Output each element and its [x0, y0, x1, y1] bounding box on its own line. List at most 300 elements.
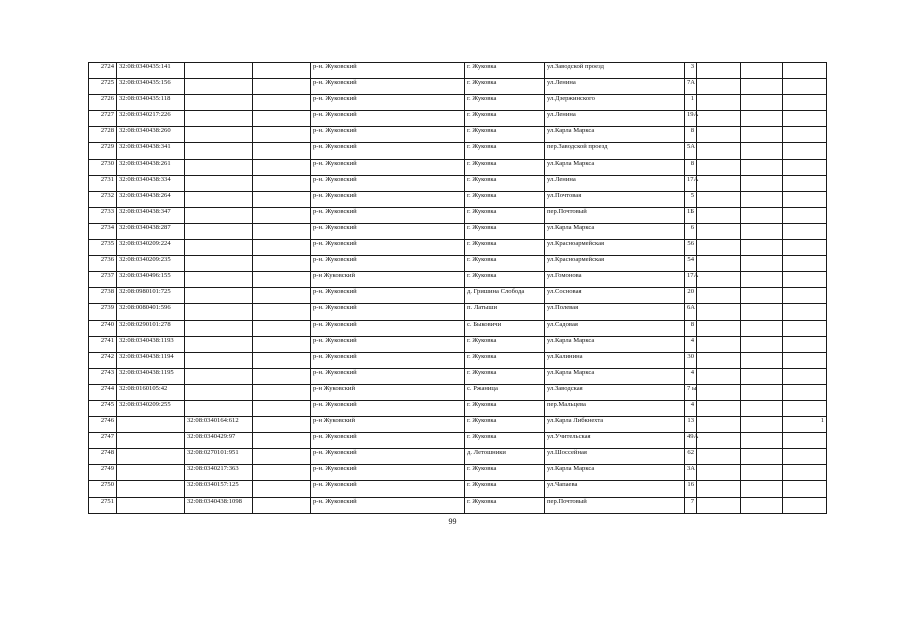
- extra-cell: [783, 384, 827, 400]
- empty-cell: [741, 433, 783, 449]
- district-cell: р-н. Жуковский: [311, 127, 465, 143]
- table-row: [89, 352, 827, 368]
- house-number-cell: 8: [685, 127, 697, 143]
- cadastral-number-alt-cell: [185, 143, 253, 159]
- house-number-cell: 7: [685, 497, 697, 513]
- cadastral-number-alt-cell: [185, 240, 253, 256]
- cadastral-number-cell: 32:08:0340496:155: [117, 272, 185, 288]
- street-cell: ул.Дзержинского: [545, 95, 685, 111]
- extra-cell: [783, 288, 827, 304]
- cadastral-number-cell: 32:08:0340209:235: [117, 256, 185, 272]
- empty-cell: [253, 400, 311, 416]
- district-cell: р-н. Жуковский: [311, 143, 465, 159]
- row-number-cell: 2744: [89, 384, 117, 400]
- extra-cell: 1: [783, 417, 827, 433]
- settlement-cell: г. Жуковка: [465, 63, 545, 79]
- house-number-cell: 7А: [685, 79, 697, 95]
- empty-cell: [697, 465, 741, 481]
- empty-cell: [697, 111, 741, 127]
- empty-cell: [697, 400, 741, 416]
- empty-cell: [253, 79, 311, 95]
- house-number-cell: 56: [685, 240, 697, 256]
- cadastral-number-alt-cell: [185, 400, 253, 416]
- empty-cell: [253, 191, 311, 207]
- row-number-cell: 2747: [89, 433, 117, 449]
- cadastral-number-alt-cell: 32:08:0340164:612: [185, 417, 253, 433]
- row-number-cell: 2745: [89, 400, 117, 416]
- cadastral-number-alt-cell: [185, 352, 253, 368]
- empty-cell: [253, 143, 311, 159]
- row-number-cell: 2735: [89, 240, 117, 256]
- street-cell: ул.Учительская: [545, 433, 685, 449]
- house-number-cell: 13: [685, 417, 697, 433]
- extra-cell: [783, 465, 827, 481]
- empty-cell: [741, 223, 783, 239]
- empty-cell: [697, 207, 741, 223]
- table-row: [89, 433, 827, 449]
- street-cell: ул.Садовая: [545, 320, 685, 336]
- row-number-cell: 2736: [89, 256, 117, 272]
- district-cell: р-н Жуковский: [311, 384, 465, 400]
- street-cell: ул.Почтовая: [545, 191, 685, 207]
- row-number-cell: 2732: [89, 191, 117, 207]
- extra-cell: [783, 497, 827, 513]
- settlement-cell: г. Жуковка: [465, 159, 545, 175]
- settlement-cell: г. Жуковка: [465, 191, 545, 207]
- settlement-cell: г. Жуковка: [465, 497, 545, 513]
- empty-cell: [253, 63, 311, 79]
- cadastral-number-cell: 32:08:0340209:224: [117, 240, 185, 256]
- cadastral-number-cell: 32:08:0340438:341: [117, 143, 185, 159]
- district-cell: р-н. Жуковский: [311, 223, 465, 239]
- house-number-cell: 20: [685, 288, 697, 304]
- empty-cell: [741, 384, 783, 400]
- table-row: [89, 143, 827, 159]
- row-number-cell: 2742: [89, 352, 117, 368]
- cadastral-number-cell: 32:08:0080401:596: [117, 304, 185, 320]
- cadastral-number-cell: 32:08:0340438:347: [117, 207, 185, 223]
- extra-cell: [783, 127, 827, 143]
- page-number: 99: [448, 517, 457, 526]
- table-row: [89, 191, 827, 207]
- street-cell: ул.Карла Маркса: [545, 336, 685, 352]
- house-number-cell: 4: [685, 336, 697, 352]
- street-cell: пер.Заводской проезд: [545, 143, 685, 159]
- extra-cell: [783, 481, 827, 497]
- row-number-cell: 2750: [89, 481, 117, 497]
- street-cell: ул.Шоссейная: [545, 449, 685, 465]
- row-number-cell: 2738: [89, 288, 117, 304]
- settlement-cell: д. Гришина Слобода: [465, 288, 545, 304]
- house-number-cell: 3: [685, 63, 697, 79]
- empty-cell: [741, 272, 783, 288]
- cadastral-number-cell: 32:08:0340438:260: [117, 127, 185, 143]
- extra-cell: [783, 304, 827, 320]
- cadastral-number-cell: 32:08:0340438:287: [117, 223, 185, 239]
- cadastral-number-cell: 32:08:0340438:1195: [117, 368, 185, 384]
- house-number-cell: 8: [685, 159, 697, 175]
- empty-cell: [253, 352, 311, 368]
- extra-cell: [783, 175, 827, 191]
- empty-cell: [253, 175, 311, 191]
- empty-cell: [741, 417, 783, 433]
- street-cell: ул.Карла Маркса: [545, 159, 685, 175]
- table-row: [89, 240, 827, 256]
- street-cell: ул.Чапаева: [545, 481, 685, 497]
- empty-cell: [697, 223, 741, 239]
- row-number-cell: 2743: [89, 368, 117, 384]
- extra-cell: [783, 207, 827, 223]
- row-number-cell: 2725: [89, 79, 117, 95]
- district-cell: р-н Жуковский: [311, 417, 465, 433]
- empty-cell: [253, 320, 311, 336]
- empty-cell: [697, 497, 741, 513]
- empty-cell: [741, 256, 783, 272]
- extra-cell: [783, 256, 827, 272]
- house-number-cell: 62: [685, 449, 697, 465]
- table-row: [89, 159, 827, 175]
- house-number-cell: 1: [685, 95, 697, 111]
- cadastral-number-cell: [117, 497, 185, 513]
- empty-cell: [253, 384, 311, 400]
- settlement-cell: д. Летошники: [465, 449, 545, 465]
- cadastral-number-alt-cell: [185, 384, 253, 400]
- house-number-cell: 19А: [685, 111, 697, 127]
- house-number-cell: 30: [685, 352, 697, 368]
- cadastral-number-alt-cell: [185, 223, 253, 239]
- settlement-cell: г. Жуковка: [465, 336, 545, 352]
- house-number-cell: 54: [685, 256, 697, 272]
- settlement-cell: г. Жуковка: [465, 433, 545, 449]
- empty-cell: [697, 95, 741, 111]
- cadastral-number-alt-cell: 32:08:0270101:951: [185, 449, 253, 465]
- district-cell: р-н. Жуковский: [311, 320, 465, 336]
- extra-cell: [783, 191, 827, 207]
- district-cell: р-н. Жуковский: [311, 304, 465, 320]
- district-cell: р-н. Жуковский: [311, 368, 465, 384]
- table-row: [89, 272, 827, 288]
- empty-cell: [741, 143, 783, 159]
- settlement-cell: г. Жуковка: [465, 240, 545, 256]
- row-number-cell: 2737: [89, 272, 117, 288]
- cadastral-number-cell: 32:08:0340435:141: [117, 63, 185, 79]
- street-cell: ул.Ленина: [545, 111, 685, 127]
- cadastral-number-cell: 32:08:0340438:334: [117, 175, 185, 191]
- extra-cell: [783, 111, 827, 127]
- district-cell: р-н. Жуковский: [311, 336, 465, 352]
- street-cell: ул.Ленина: [545, 79, 685, 95]
- street-cell: ул.Гомонова: [545, 272, 685, 288]
- extra-cell: [783, 79, 827, 95]
- row-number-cell: 2748: [89, 449, 117, 465]
- empty-cell: [253, 304, 311, 320]
- empty-cell: [697, 433, 741, 449]
- house-number-cell: 6: [685, 223, 697, 239]
- extra-cell: [783, 433, 827, 449]
- empty-cell: [697, 288, 741, 304]
- cadastral-number-cell: [117, 449, 185, 465]
- row-number-cell: 2734: [89, 223, 117, 239]
- empty-cell: [253, 481, 311, 497]
- extra-cell: [783, 368, 827, 384]
- cadastral-number-cell: 32:08:0340435:118: [117, 95, 185, 111]
- house-number-cell: 5: [685, 191, 697, 207]
- cadastral-number-alt-cell: [185, 95, 253, 111]
- cadastral-number-cell: 32:08:0340438:264: [117, 191, 185, 207]
- empty-cell: [697, 191, 741, 207]
- empty-cell: [697, 352, 741, 368]
- row-number-cell: 2746: [89, 417, 117, 433]
- cadastral-number-alt-cell: 32:08:0340429:97: [185, 433, 253, 449]
- cadastral-number-alt-cell: 32:08:0340438:1098: [185, 497, 253, 513]
- settlement-cell: г. Жуковка: [465, 223, 545, 239]
- empty-cell: [253, 368, 311, 384]
- empty-cell: [741, 352, 783, 368]
- empty-cell: [741, 497, 783, 513]
- empty-cell: [741, 95, 783, 111]
- empty-cell: [741, 320, 783, 336]
- empty-cell: [697, 368, 741, 384]
- table-row: [89, 304, 827, 320]
- extra-cell: [783, 352, 827, 368]
- cadastral-number-cell: 32:08:0160105:42: [117, 384, 185, 400]
- table-row: [89, 368, 827, 384]
- empty-cell: [697, 449, 741, 465]
- cadastral-number-cell: 32:08:0340217:226: [117, 111, 185, 127]
- district-cell: р-н. Жуковский: [311, 79, 465, 95]
- empty-cell: [697, 240, 741, 256]
- empty-cell: [741, 63, 783, 79]
- district-cell: р-н. Жуковский: [311, 95, 465, 111]
- empty-cell: [741, 240, 783, 256]
- empty-cell: [253, 497, 311, 513]
- table-row: [89, 111, 827, 127]
- extra-cell: [783, 95, 827, 111]
- settlement-cell: с. Быковичи: [465, 320, 545, 336]
- empty-cell: [253, 95, 311, 111]
- street-cell: ул.Карла Маркса: [545, 127, 685, 143]
- extra-cell: [783, 336, 827, 352]
- cadastral-number-cell: [117, 465, 185, 481]
- district-cell: р-н. Жуковский: [311, 400, 465, 416]
- district-cell: р-н. Жуковский: [311, 111, 465, 127]
- settlement-cell: г. Жуковка: [465, 417, 545, 433]
- empty-cell: [741, 400, 783, 416]
- table-row: [89, 320, 827, 336]
- cadastral-number-alt-cell: [185, 79, 253, 95]
- row-number-cell: 2740: [89, 320, 117, 336]
- cadastral-number-alt-cell: [185, 336, 253, 352]
- street-cell: ул.Заводской проезд: [545, 63, 685, 79]
- cadastral-number-alt-cell: [185, 288, 253, 304]
- district-cell: р-н. Жуковский: [311, 175, 465, 191]
- settlement-cell: г. Жуковка: [465, 127, 545, 143]
- empty-cell: [741, 159, 783, 175]
- empty-cell: [253, 256, 311, 272]
- cadastral-number-alt-cell: [185, 175, 253, 191]
- table-row: [89, 127, 827, 143]
- table-row: [89, 95, 827, 111]
- settlement-cell: г. Жуковка: [465, 256, 545, 272]
- row-number-cell: 2729: [89, 143, 117, 159]
- district-cell: р-н. Жуковский: [311, 256, 465, 272]
- empty-cell: [697, 159, 741, 175]
- settlement-cell: г. Жуковка: [465, 481, 545, 497]
- cadastral-number-cell: 32:08:0340438:1194: [117, 352, 185, 368]
- table-row: [89, 256, 827, 272]
- house-number-cell: 3А: [685, 465, 697, 481]
- cadastral-number-alt-cell: [185, 111, 253, 127]
- street-cell: ул.Красноармейская: [545, 240, 685, 256]
- street-cell: пер.Почтовый: [545, 497, 685, 513]
- settlement-cell: г. Жуковка: [465, 79, 545, 95]
- house-number-cell: 5А: [685, 143, 697, 159]
- cadastral-number-alt-cell: 32:08:0340157:125: [185, 481, 253, 497]
- table-row: [89, 207, 827, 223]
- district-cell: р-н. Жуковский: [311, 191, 465, 207]
- house-number-cell: 49А: [685, 433, 697, 449]
- cadastral-number-cell: [117, 433, 185, 449]
- row-number-cell: 2726: [89, 95, 117, 111]
- table-row: [89, 384, 827, 400]
- cadastral-number-cell: 32:08:0340435:156: [117, 79, 185, 95]
- empty-cell: [253, 240, 311, 256]
- extra-cell: [783, 449, 827, 465]
- empty-cell: [697, 417, 741, 433]
- settlement-cell: г. Жуковка: [465, 368, 545, 384]
- settlement-cell: г. Жуковка: [465, 111, 545, 127]
- table-row: [89, 79, 827, 95]
- row-number-cell: 2731: [89, 175, 117, 191]
- district-cell: р-н. Жуковский: [311, 481, 465, 497]
- district-cell: р-н. Жуковский: [311, 449, 465, 465]
- empty-cell: [697, 336, 741, 352]
- row-number-cell: 2751: [89, 497, 117, 513]
- table-row: [89, 223, 827, 239]
- settlement-cell: г. Жуковка: [465, 400, 545, 416]
- settlement-cell: г. Жуковка: [465, 143, 545, 159]
- empty-cell: [253, 449, 311, 465]
- street-cell: ул.Полевая: [545, 304, 685, 320]
- street-cell: ул.Красноармейская: [545, 256, 685, 272]
- table-row: [89, 465, 827, 481]
- district-cell: р-н. Жуковский: [311, 288, 465, 304]
- house-number-cell: 17А: [685, 272, 697, 288]
- cadastral-number-cell: [117, 481, 185, 497]
- district-cell: р-н. Жуковский: [311, 497, 465, 513]
- empty-cell: [741, 191, 783, 207]
- house-number-cell: 1Б: [685, 207, 697, 223]
- empty-cell: [741, 127, 783, 143]
- row-number-cell: 2739: [89, 304, 117, 320]
- empty-cell: [697, 384, 741, 400]
- street-cell: ул.Карла Либкнехта: [545, 417, 685, 433]
- cadastral-number-alt-cell: 32:08:0340217:363: [185, 465, 253, 481]
- street-cell: пер.Мальцева: [545, 400, 685, 416]
- row-number-cell: 2730: [89, 159, 117, 175]
- empty-cell: [253, 288, 311, 304]
- settlement-cell: г. Жуковка: [465, 207, 545, 223]
- settlement-cell: с. Ржаница: [465, 384, 545, 400]
- cadastral-number-cell: 32:08:0340438:1193: [117, 336, 185, 352]
- registry-table: [88, 62, 827, 514]
- cadastral-number-alt-cell: [185, 207, 253, 223]
- cadastral-number-alt-cell: [185, 191, 253, 207]
- empty-cell: [741, 336, 783, 352]
- cadastral-number-cell: 32:08:0980101:725: [117, 288, 185, 304]
- empty-cell: [741, 465, 783, 481]
- extra-cell: [783, 63, 827, 79]
- table-row: [89, 481, 827, 497]
- cadastral-number-cell: 32:08:0290101:278: [117, 320, 185, 336]
- row-number-cell: 2749: [89, 465, 117, 481]
- empty-cell: [697, 175, 741, 191]
- empty-cell: [253, 223, 311, 239]
- cadastral-number-cell: 32:08:0340209:255: [117, 400, 185, 416]
- empty-cell: [697, 481, 741, 497]
- cadastral-number-cell: [117, 417, 185, 433]
- empty-cell: [697, 79, 741, 95]
- row-number-cell: 2728: [89, 127, 117, 143]
- empty-cell: [253, 207, 311, 223]
- extra-cell: [783, 143, 827, 159]
- street-cell: ул.Калинина: [545, 352, 685, 368]
- cadastral-number-alt-cell: [185, 272, 253, 288]
- cadastral-number-alt-cell: [185, 63, 253, 79]
- settlement-cell: г. Жуковка: [465, 175, 545, 191]
- empty-cell: [697, 272, 741, 288]
- empty-cell: [741, 207, 783, 223]
- settlement-cell: г. Жуковка: [465, 95, 545, 111]
- table-row: [89, 400, 827, 416]
- district-cell: р-н. Жуковский: [311, 352, 465, 368]
- cadastral-number-alt-cell: [185, 304, 253, 320]
- cadastral-number-alt-cell: [185, 127, 253, 143]
- house-number-cell: 6А: [685, 304, 697, 320]
- district-cell: р-н. Жуковский: [311, 240, 465, 256]
- empty-cell: [697, 256, 741, 272]
- empty-cell: [253, 127, 311, 143]
- empty-cell: [741, 288, 783, 304]
- district-cell: р-н. Жуковский: [311, 207, 465, 223]
- street-cell: ул.Карла Маркса: [545, 465, 685, 481]
- cadastral-number-alt-cell: [185, 368, 253, 384]
- street-cell: пер.Почтовый: [545, 207, 685, 223]
- extra-cell: [783, 272, 827, 288]
- house-number-cell: 8: [685, 320, 697, 336]
- district-cell: р-н. Жуковский: [311, 63, 465, 79]
- house-number-cell: 4: [685, 400, 697, 416]
- cadastral-number-alt-cell: [185, 320, 253, 336]
- district-cell: р-н Жуковский: [311, 272, 465, 288]
- table-row: [89, 417, 827, 433]
- empty-cell: [253, 336, 311, 352]
- empty-cell: [697, 320, 741, 336]
- house-number-cell: 7 ы: [685, 384, 697, 400]
- table-row: [89, 449, 827, 465]
- empty-cell: [253, 465, 311, 481]
- table-row: [89, 288, 827, 304]
- empty-cell: [741, 304, 783, 320]
- empty-cell: [253, 111, 311, 127]
- house-number-cell: 16: [685, 481, 697, 497]
- row-number-cell: 2727: [89, 111, 117, 127]
- table-row: [89, 336, 827, 352]
- empty-cell: [253, 433, 311, 449]
- street-cell: ул.Заводская: [545, 384, 685, 400]
- empty-cell: [741, 368, 783, 384]
- extra-cell: [783, 320, 827, 336]
